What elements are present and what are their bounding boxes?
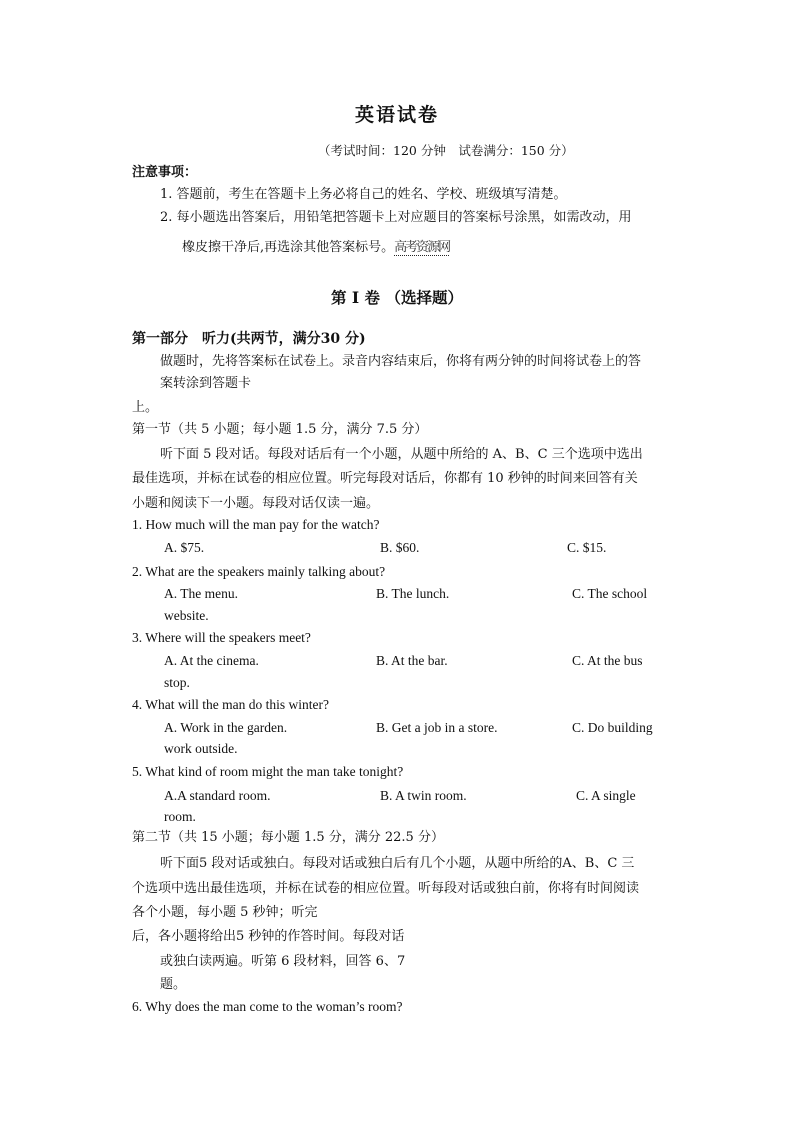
section1-intro-line-2: 最佳选项，并标在试卷的相应位置。听完每段对话后，你都有 10 秒钟的时间来回答有关 bbox=[132, 471, 638, 486]
q4-option-c: C. Do building bbox=[572, 720, 653, 735]
notice-item-2-text: 橡皮擦干净后,再选涂其他答案标号。 bbox=[182, 240, 395, 255]
question-6: 6. Why does the man come to the woman’s room? bbox=[132, 999, 403, 1014]
section2-intro-line-6: 题。 bbox=[160, 977, 187, 992]
page-subtitle: （考试时间：120 分钟 试卷满分：150 分） bbox=[318, 143, 574, 158]
q3-option-c-wrap: stop. bbox=[164, 675, 190, 690]
q3-option-b: B. At the bar. bbox=[376, 653, 448, 668]
q1-option-b: B. $60. bbox=[380, 540, 420, 555]
q5-option-c: C. A single bbox=[576, 788, 636, 803]
question-5: 5. What kind of room might the man take tonight? bbox=[132, 764, 404, 779]
section1-intro-line-1: 听下面 5 段对话。每段对话后有一个小题，从题中所给的 A、B、C 三个选项中选出 bbox=[160, 447, 643, 462]
watermark-stamp: 高考资源网 bbox=[394, 240, 450, 255]
part1-title: 第一部分 听力(共两节，满分30 分) bbox=[132, 331, 366, 347]
part1-intro-line-1: 做题时，先将答案标在试卷上。录音内容结束后，你将有两分钟的时间将试卷上的答 bbox=[160, 354, 642, 369]
part1-intro-line-3: 上。 bbox=[132, 400, 159, 415]
section1-title: 第一节（共 5 小题；每小题 1.5 分，满分 7.5 分） bbox=[132, 422, 428, 437]
section2-intro-line-5: 或独白读两遍。听第 6 段材料，回答 6、7 bbox=[160, 954, 406, 969]
q2-option-c: C. The school bbox=[572, 586, 648, 601]
section2-intro-line-4: 后，各小题将给出5 秒钟的作答时间。每段对话 bbox=[132, 929, 405, 944]
q4-option-c-wrap: work outside. bbox=[164, 741, 238, 756]
q4-option-a: A. Work in the garden. bbox=[164, 720, 288, 735]
section2-intro-line-2: 个选项中选出最佳选项，并标在试卷的相应位置。听每段对话或独白前，你将有时间阅读 bbox=[132, 881, 640, 896]
part1-intro-line-2: 案转涂到答题卡 bbox=[160, 376, 252, 391]
q2-option-b: B. The lunch. bbox=[376, 586, 450, 601]
q5-option-a: A.A standard room. bbox=[164, 788, 271, 803]
q3-option-c: C. At the bus bbox=[572, 653, 643, 668]
question-2: 2. What are the speakers mainly talking about? bbox=[132, 564, 386, 579]
section2-title: 第二节（共 15 小题；每小题 1.5 分，满分 22.5 分） bbox=[132, 830, 444, 845]
section2-intro-line-3: 各个小题，每小题 5 秒钟；听完 bbox=[132, 905, 318, 920]
notice-item-2-line-2 bbox=[182, 240, 449, 256]
section2-intro-line-1: 听下面5 段对话或独白。每段对话或独白后有几个小题，从题中所给的A、B、C 三 bbox=[160, 856, 635, 871]
page-title: 英语试卷 bbox=[354, 104, 439, 126]
q5-option-c-wrap: room. bbox=[164, 809, 196, 824]
q3-option-a: A. At the cinema. bbox=[164, 653, 259, 668]
q2-option-c-wrap: website. bbox=[164, 608, 209, 623]
notice-item-1: 1. 答题前，考生在答题卡上务必将自己的姓名、学校、班级填写清楚。 bbox=[160, 187, 567, 202]
volume-title: 第 I 卷 （选择题） bbox=[331, 288, 463, 307]
section1-intro-line-3: 小题和阅读下一小题。每段对话仅读一遍。 bbox=[132, 496, 380, 511]
q2-option-a: A. The menu. bbox=[164, 586, 238, 601]
q5-option-b: B. A twin room. bbox=[380, 788, 467, 803]
question-4: 4. What will the man do this winter? bbox=[132, 697, 329, 712]
question-1: 1. How much will the man pay for the watch? bbox=[132, 517, 380, 532]
question-3: 3. Where will the speakers meet? bbox=[132, 630, 311, 645]
notice-heading: 注意事项： bbox=[132, 165, 198, 180]
notice-item-2-line-1: 2. 每小题选出答案后，用铅笔把答题卡上对应题目的答案标号涂黑，如需改动，用 bbox=[160, 210, 632, 225]
q1-option-a: A. $75. bbox=[164, 540, 205, 555]
q4-option-b: B. Get a job in a store. bbox=[376, 720, 498, 735]
q1-option-c: C. $15. bbox=[567, 540, 607, 555]
